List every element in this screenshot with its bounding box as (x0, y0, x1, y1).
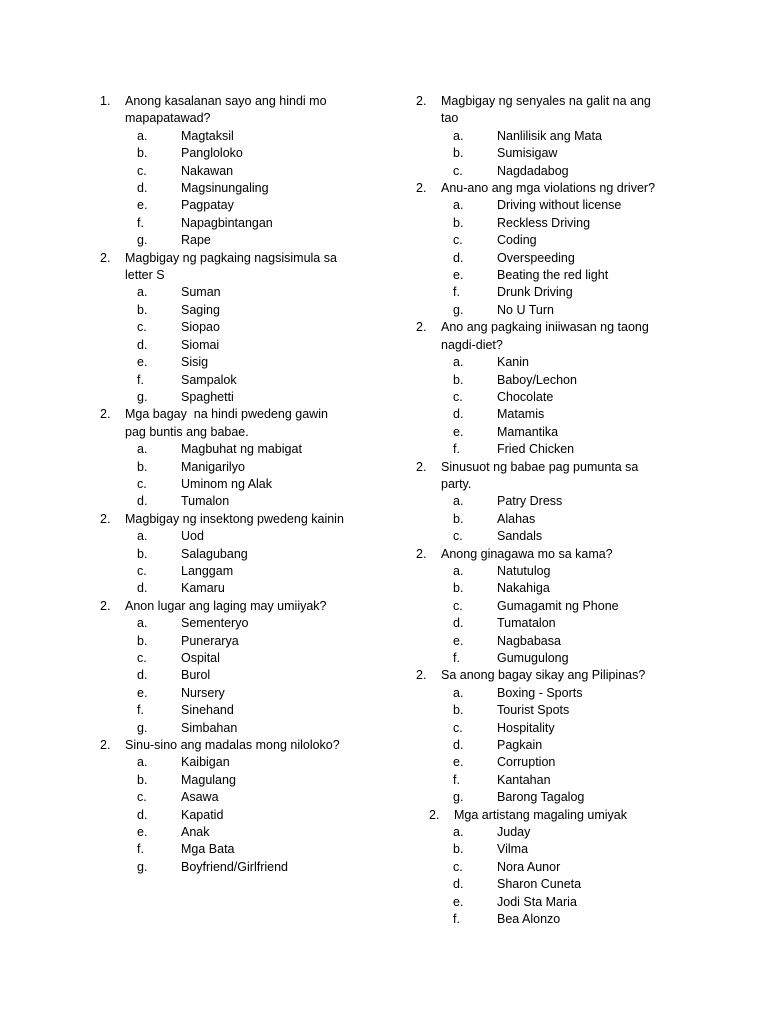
answer-item (416, 754, 691, 771)
question-number: 2. (416, 320, 427, 335)
question-line (429, 807, 691, 824)
answer-item (100, 372, 365, 389)
answer-text: Siopao (181, 320, 220, 335)
answer-item (100, 633, 365, 650)
answer-item (416, 737, 691, 754)
answer-item (416, 894, 691, 911)
answer-item (416, 250, 691, 267)
answer-text: Simbahan (181, 720, 238, 735)
answer-item (416, 563, 691, 580)
answer-item (416, 685, 691, 702)
answer-text: Sementeryo (181, 616, 249, 631)
question-item (416, 319, 691, 458)
answer-text: Sharon Cuneta (497, 877, 582, 892)
answer-item (100, 163, 365, 180)
answer-item (100, 232, 365, 249)
answer-letter: a. (137, 616, 148, 631)
question-continuation: nagdi-diet? (441, 337, 503, 352)
answer-text: Jodi Sta Maria (497, 894, 577, 909)
question-text: Sa anong bagay sikay ang Pilipinas? (441, 668, 646, 683)
question-text: Sinu-sino ang madalas mong niloloko? (125, 738, 340, 753)
answer-letter: a. (453, 685, 464, 700)
answer-text: Drunk Driving (497, 285, 573, 300)
answer-text: Tumatalon (497, 616, 556, 631)
answer-letter: d. (137, 494, 148, 509)
answer-item (100, 859, 365, 876)
answer-letter: g. (137, 859, 148, 874)
answer-text: Juday (497, 825, 531, 840)
answer-text: Kapatid (181, 807, 224, 822)
answer-item (100, 789, 365, 806)
answer-letter: f. (453, 912, 460, 927)
answer-letter: g. (453, 790, 464, 805)
answer-item (416, 841, 691, 858)
answer-letter: g. (137, 389, 148, 404)
answer-item (416, 511, 691, 528)
answer-text: Reckless Driving (497, 215, 591, 230)
answer-text: Magbuhat ng mabigat (181, 442, 302, 457)
answer-text: Baboy/Lechon (497, 372, 577, 387)
answer-text: Tumalon (181, 494, 230, 509)
answer-text: Nakawan (181, 163, 234, 178)
answer-letter: d. (137, 337, 148, 352)
answer-item (100, 389, 365, 406)
answer-text: Gumagamit ng Phone (497, 598, 619, 613)
question-line (416, 546, 691, 563)
answer-item (416, 215, 691, 232)
question-number: 2. (429, 807, 440, 822)
question-line (416, 93, 691, 110)
question-number: 1. (100, 94, 111, 108)
answer-letter: a. (137, 128, 148, 143)
answer-letter: d. (453, 616, 464, 631)
question-item (100, 93, 365, 250)
answer-item (100, 685, 365, 702)
answer-letter: a. (453, 563, 464, 578)
question-number: 2. (100, 511, 111, 526)
answer-text: Beating the red light (497, 268, 609, 283)
question-text: Sinusuot ng babae pag pumunta sa (441, 459, 639, 474)
answer-item (100, 302, 365, 319)
question-line (100, 737, 365, 754)
question-text: Mga artistang magaling umiyak (454, 807, 627, 822)
answer-item (100, 354, 365, 371)
answer-letter: a. (453, 198, 464, 213)
answer-text: Nakahiga (497, 581, 550, 596)
answer-text: Kantahan (497, 772, 551, 787)
answer-letter: a. (137, 442, 148, 457)
answer-item (100, 546, 365, 563)
answer-item (100, 319, 365, 336)
answer-item (100, 128, 365, 145)
answer-text: Alahas (497, 511, 536, 526)
answer-text: Sumisigaw (497, 146, 558, 161)
answer-item (416, 824, 691, 841)
answer-text: Overspeeding (497, 250, 575, 265)
answer-letter: a. (137, 755, 148, 770)
question-text: Magbigay ng insektong pwedeng kainin (125, 511, 344, 526)
answer-text: Punerarya (181, 633, 239, 648)
question-item (100, 737, 365, 876)
answer-text: Mga Bata (181, 842, 235, 857)
answer-letter: f. (137, 703, 144, 718)
answer-letter: f. (453, 285, 460, 300)
question-item (429, 807, 691, 929)
question-number: 2. (416, 668, 427, 683)
answer-text: Kamaru (181, 581, 225, 596)
answer-item (416, 197, 691, 214)
answer-item (416, 284, 691, 301)
answer-letter: b. (453, 215, 464, 230)
answer-letter: b. (453, 511, 464, 526)
answer-item (100, 720, 365, 737)
answer-text: Patry Dress (497, 494, 563, 509)
answer-text: Napagbintangan (181, 215, 273, 230)
answer-letter: a. (137, 285, 148, 300)
answer-item (416, 615, 691, 632)
answer-item (100, 180, 365, 197)
question-text: Anon lugar ang laging may umiiyak? (125, 598, 327, 613)
answer-letter: a. (137, 529, 148, 544)
answer-item (100, 667, 365, 684)
question-text: Magbigay ng senyales na galit na ang (441, 94, 651, 108)
answer-text: Uod (181, 529, 204, 544)
answer-letter: c. (137, 320, 147, 335)
answer-letter: b. (137, 146, 148, 161)
question-item (416, 459, 691, 546)
answer-item (100, 824, 365, 841)
answer-text: Sisig (181, 355, 209, 370)
question-continuation: party. (441, 476, 472, 491)
answer-letter: b. (137, 633, 148, 648)
answer-text: Coding (497, 233, 537, 248)
answer-letter: g. (137, 720, 148, 735)
answer-text: Magulang (181, 772, 236, 787)
answer-text: Nagbabasa (497, 633, 561, 648)
question-number: 2. (100, 407, 111, 422)
answer-item (100, 841, 365, 858)
question-text: Anong kasalanan sayo ang hindi mo (125, 94, 327, 108)
answer-letter: b. (137, 772, 148, 787)
answer-item (416, 406, 691, 423)
answer-item (416, 267, 691, 284)
question-line (100, 598, 365, 615)
answer-item (100, 337, 365, 354)
answer-item (416, 650, 691, 667)
question-item (100, 406, 365, 510)
answer-letter: c. (137, 790, 147, 805)
answer-item (100, 580, 365, 597)
right-column (416, 93, 691, 929)
answer-item (416, 424, 691, 441)
question-line (100, 250, 365, 267)
answer-text: Barong Tagalog (497, 790, 585, 805)
question-continuation: tao (441, 111, 459, 126)
answer-letter: a. (453, 825, 464, 840)
answer-item (100, 215, 365, 232)
question-item (100, 598, 365, 737)
question-continuation: pag buntis ang babae. (125, 424, 249, 439)
answer-letter: c. (453, 389, 463, 404)
answer-text: Tourist Spots (497, 703, 570, 718)
answer-letter: d. (453, 407, 464, 422)
question-continuation: mapapatawad? (125, 111, 211, 126)
answer-letter: a. (453, 128, 464, 143)
answer-item (416, 232, 691, 249)
question-item (100, 250, 365, 407)
question-line (416, 667, 691, 684)
answer-item (416, 789, 691, 806)
answer-letter: b. (453, 372, 464, 387)
question-number: 2. (416, 94, 427, 108)
answer-letter: d. (137, 807, 148, 822)
answer-item (100, 284, 365, 301)
question-number: 2. (416, 181, 427, 196)
answer-text: Nursery (181, 685, 225, 700)
answer-text: Panglolok​o (181, 146, 243, 161)
answer-letter: b. (453, 842, 464, 857)
answer-item (416, 528, 691, 545)
answer-letter: c. (453, 859, 463, 874)
answer-text: Matamis (497, 407, 545, 422)
answer-text: Siomai (181, 337, 220, 352)
answer-letter: d. (137, 581, 148, 596)
answer-letter: b. (137, 302, 148, 317)
answer-item (416, 876, 691, 893)
answer-item (100, 650, 365, 667)
answer-item (100, 772, 365, 789)
answer-item (416, 302, 691, 319)
answer-item (416, 633, 691, 650)
answer-text: Nagdadabog (497, 163, 569, 178)
answer-text: Driving without license (497, 198, 622, 213)
answer-letter: d. (453, 877, 464, 892)
answer-item (416, 441, 691, 458)
answer-item (100, 615, 365, 632)
answer-letter: g. (453, 302, 464, 317)
answer-text: Natutulog (497, 563, 551, 578)
answer-text: Uminom ng Alak (181, 476, 273, 491)
answer-text: Sandals (497, 529, 543, 544)
question-item (416, 667, 691, 806)
answer-letter: e. (453, 755, 464, 770)
answer-text: Magtaksil (181, 128, 234, 143)
answer-text: Saging (181, 302, 220, 317)
question-item (416, 546, 691, 668)
answer-text: Burol (181, 668, 211, 683)
answer-letter: f. (137, 372, 144, 387)
question-number: 2. (416, 546, 427, 561)
answer-letter: e. (453, 424, 464, 439)
question-line (416, 180, 691, 197)
question-item (416, 93, 691, 180)
answer-letter: e. (137, 355, 148, 370)
answer-item (416, 372, 691, 389)
question-continuation: letter S (125, 268, 165, 283)
answer-letter: a. (453, 355, 464, 370)
question-line (416, 319, 691, 336)
answer-letter: e. (453, 894, 464, 909)
answer-letter: c. (453, 720, 463, 735)
answer-letter: e. (453, 633, 464, 648)
answer-text: Vilma (497, 842, 529, 857)
answer-letter: b. (137, 546, 148, 561)
answer-text: Boyfriend/Girlfriend (181, 859, 288, 874)
answer-letter: f. (453, 442, 460, 457)
answer-item (100, 807, 365, 824)
question-text: Mga bagay na hindi pwedeng gawin (125, 407, 328, 422)
question-text: Anu-ano ang mga violations ng driver? (441, 181, 656, 196)
question-number: 2. (416, 459, 427, 474)
answer-text: Kaibigan (181, 755, 230, 770)
answer-text: Anak (181, 825, 210, 840)
answer-text: Salagubang (181, 546, 248, 561)
answer-letter: e. (453, 268, 464, 283)
answer-text: Sampalok (181, 372, 237, 387)
answer-item (100, 493, 365, 510)
answer-item (100, 441, 365, 458)
answer-item (100, 476, 365, 493)
answer-item (100, 145, 365, 162)
answer-text: Sinehand (181, 703, 234, 718)
answer-letter: f. (137, 215, 144, 230)
question-text: Anong ginagawa mo sa kama? (441, 546, 613, 561)
answer-text: Pagkain (497, 738, 543, 753)
answer-text: Pagpatay (181, 198, 234, 213)
answer-item (416, 493, 691, 510)
answer-text: Langgam (181, 563, 234, 578)
answer-text: Hospitality (497, 720, 555, 735)
question-number: 2. (100, 250, 111, 265)
answer-text: Rape (181, 233, 211, 248)
answer-letter: c. (453, 598, 463, 613)
answer-letter: c. (453, 163, 463, 178)
answer-letter: e. (137, 825, 148, 840)
answer-text: Bea Alonzo (497, 912, 561, 927)
answer-item (416, 145, 691, 162)
answer-letter: b. (137, 459, 148, 474)
question-text: Ano ang pagkaing iniiwasan ng taong (441, 320, 649, 335)
answer-item (416, 772, 691, 789)
answer-item (100, 459, 365, 476)
left-column (100, 93, 365, 876)
answer-letter: a. (453, 494, 464, 509)
answer-letter: c. (137, 563, 147, 578)
answer-item (100, 702, 365, 719)
answer-letter: g. (137, 233, 148, 248)
question-line (100, 93, 365, 110)
answer-text: Ospital (181, 651, 220, 665)
answer-letter: f. (137, 842, 144, 857)
answer-text: Kanin (497, 355, 529, 370)
answer-letter: c. (137, 651, 147, 665)
answer-letter: d. (453, 250, 464, 265)
answer-letter: c. (453, 529, 463, 544)
answer-item (100, 754, 365, 771)
question-number: 2. (100, 598, 111, 613)
answer-item (416, 911, 691, 928)
question-line (416, 459, 691, 476)
question-line (100, 511, 365, 528)
answer-text: Boxing - Sports (497, 685, 583, 700)
answer-letter: d. (137, 668, 148, 683)
answer-item (416, 163, 691, 180)
question-item (100, 511, 365, 598)
question-text: Magbigay ng pagkaing nagsisimula sa (125, 250, 337, 265)
answer-letter: b. (453, 146, 464, 161)
answer-letter: c. (453, 233, 463, 248)
answer-text: Spaghetti (181, 389, 234, 404)
question-line (100, 406, 365, 423)
answer-item (416, 859, 691, 876)
answer-text: Corruption (497, 755, 556, 770)
answer-letter: e. (137, 198, 148, 213)
question-number: 2. (100, 738, 111, 753)
answer-text: Magsinungaling (181, 181, 269, 196)
answer-text: No U Turn (497, 302, 554, 317)
answer-letter: d. (137, 181, 148, 196)
answer-item (100, 563, 365, 580)
answer-item (416, 702, 691, 719)
question-item (416, 180, 691, 319)
answer-text: Suman (181, 285, 221, 300)
answer-text: Fried Chicken (497, 442, 575, 457)
answer-letter: b. (453, 703, 464, 718)
answer-item (100, 528, 365, 545)
answer-letter: c. (137, 476, 147, 491)
answer-letter: c. (137, 163, 147, 178)
answer-item (416, 389, 691, 406)
answer-item (416, 354, 691, 371)
answer-letter: d. (453, 738, 464, 753)
answer-letter: e. (137, 685, 148, 700)
answer-item (416, 128, 691, 145)
answer-text: Chocolate (497, 389, 554, 404)
answer-item (416, 580, 691, 597)
answer-item (100, 197, 365, 214)
answer-text: Mamantika (497, 424, 559, 439)
answer-text: Nanlilisik ang Mata (497, 128, 602, 143)
answer-text: Gumugulong (497, 651, 569, 665)
answer-text: Asawa (181, 790, 219, 805)
answer-text: Manigarilyo (181, 459, 245, 474)
answer-item (416, 720, 691, 737)
answer-item (416, 598, 691, 615)
answer-letter: f. (453, 651, 460, 665)
answer-letter: b. (453, 581, 464, 596)
answer-letter: f. (453, 772, 460, 787)
answer-text: Nora Aunor (497, 859, 561, 874)
